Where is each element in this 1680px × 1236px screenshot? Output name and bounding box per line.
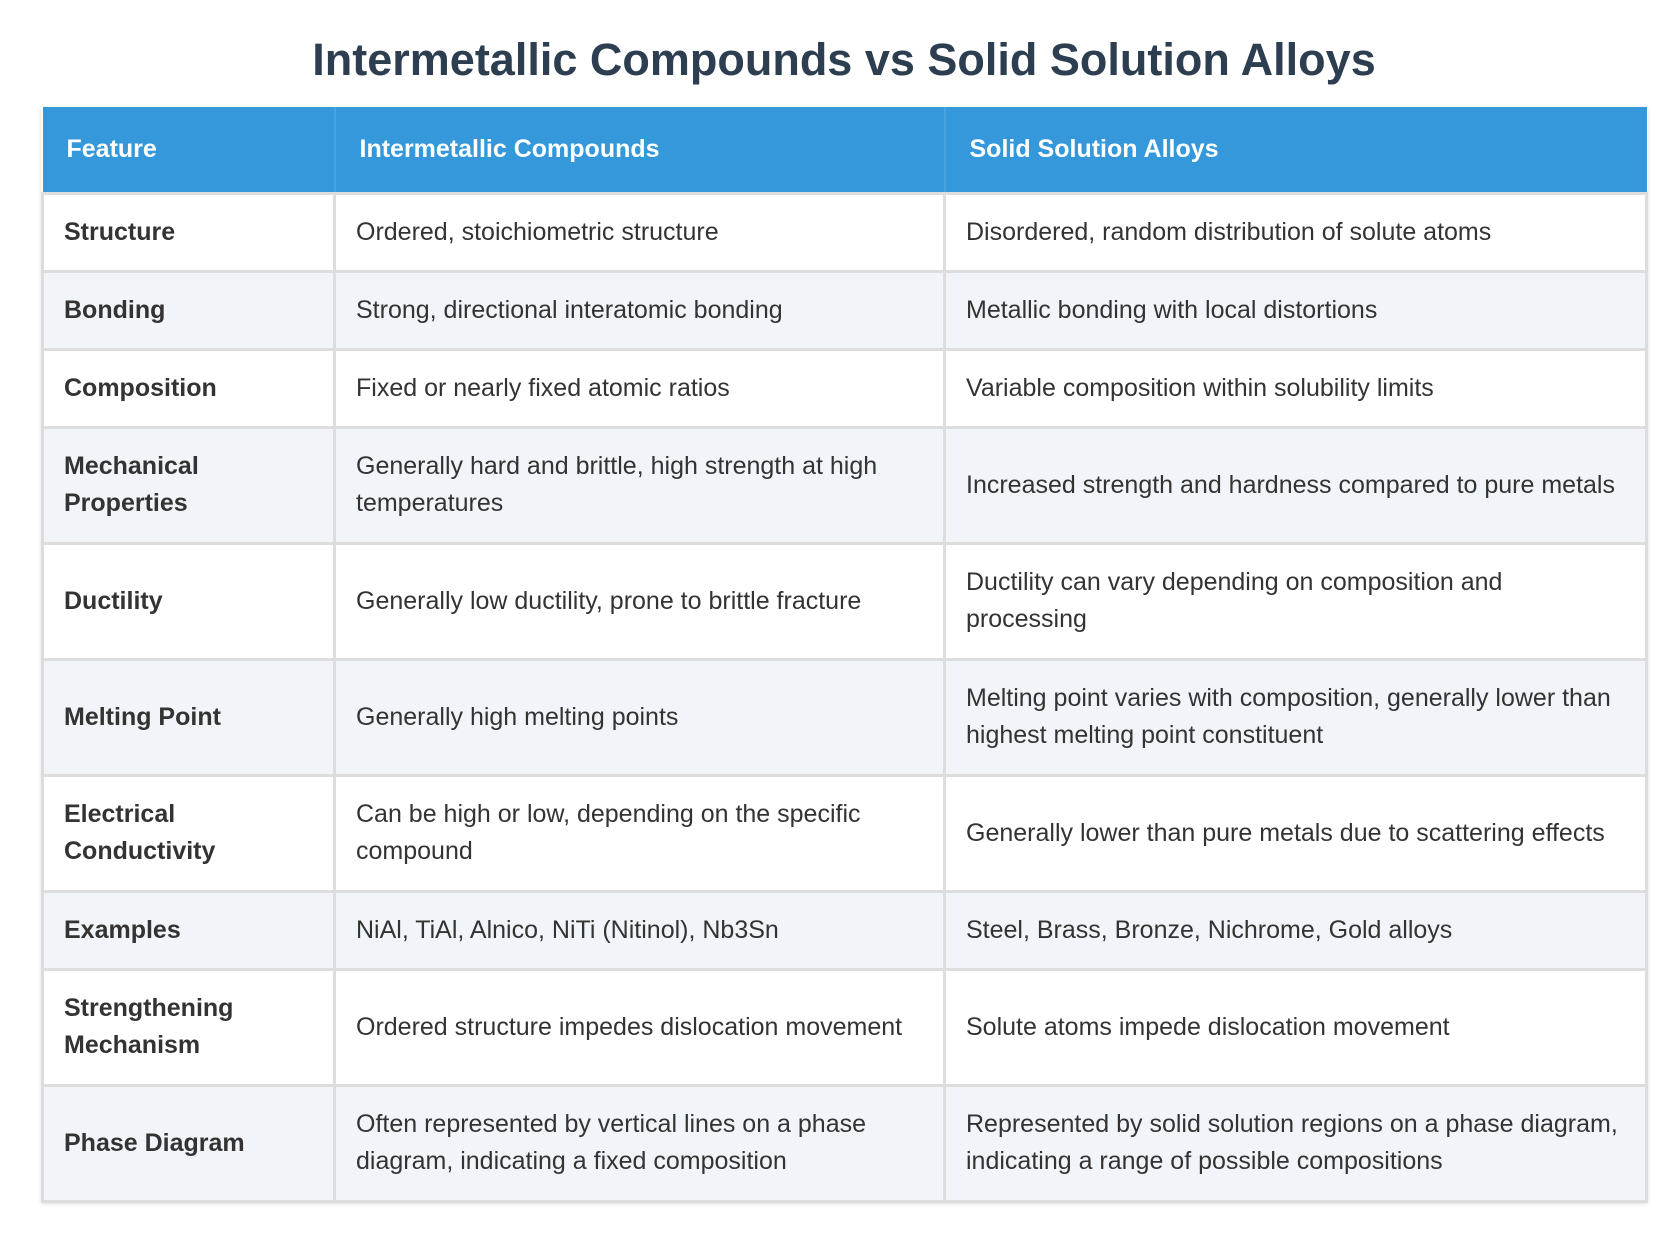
table-header [43,107,1647,193]
solid-solution-cell: Steel, Brass, Bronze, Nichrome, Gold alloys [945,891,1647,969]
table-row [43,1085,1647,1201]
feature-cell: Mechanical Properties [43,427,335,543]
solid-solution-cell: Generally lower than pure metals due to scattering effects [945,775,1647,891]
table-row [43,427,1647,543]
table-row [43,891,1647,969]
feature-cell: Structure [43,193,335,271]
solid-solution-cell: Ductility can vary depending on composition and processing [945,543,1647,659]
intermetallic-cell: Generally low ductility, prone to brittle fracture [335,543,945,659]
feature-cell: Examples [43,891,335,969]
header-solid-solution: Solid Solution Alloys [945,107,1647,193]
table-row [43,271,1647,349]
table-body [43,193,1647,1201]
feature-cell: Melting Point [43,659,335,775]
solid-solution-cell: Metallic bonding with local distortions [945,271,1647,349]
table-row [43,775,1647,891]
intermetallic-cell: Fixed or nearly fixed atomic ratios [335,349,945,427]
intermetallic-cell: NiAl, TiAl, Alnico, NiTi (Nitinol), Nb3Sn [335,891,945,969]
solid-solution-cell: Disordered, random distribution of solute atoms [945,193,1647,271]
table-row [43,659,1647,775]
feature-cell: Strengthening Mechanism [43,969,335,1085]
header-intermetallic: Intermetallic Compounds [335,107,945,193]
comparison-table [41,107,1648,1203]
intermetallic-cell: Ordered, stoichiometric structure [335,193,945,271]
table-row [43,543,1647,659]
feature-cell: Phase Diagram [43,1085,335,1201]
intermetallic-cell: Often represented by vertical lines on a phase diagram, indicating a fixed composition [335,1085,945,1201]
table-row [43,969,1647,1085]
intermetallic-cell: Strong, directional interatomic bonding [335,271,945,349]
intermetallic-cell: Ordered structure impedes dislocation movement [335,969,945,1085]
table-row [43,349,1647,427]
feature-cell: Bonding [43,271,335,349]
solid-solution-cell: Melting point varies with composition, generally lower than highest melting point constituent [945,659,1647,775]
intermetallic-cell: Generally hard and brittle, high strength at high temperatures [335,427,945,543]
solid-solution-cell: Increased strength and hardness compared to pure metals [945,427,1647,543]
feature-cell: Ductility [43,543,335,659]
solid-solution-cell: Solute atoms impede dislocation movement [945,969,1647,1085]
header-row [43,107,1647,193]
intermetallic-cell: Generally high melting points [335,659,945,775]
solid-solution-cell: Represented by solid solution regions on a phase diagram, indicating a range of possible compositions [945,1085,1647,1201]
solid-solution-cell: Variable composition within solubility limits [945,349,1647,427]
feature-cell: Composition [43,349,335,427]
header-feature: Feature [43,107,335,193]
feature-cell: Electrical Conductivity [43,775,335,891]
intermetallic-cell: Can be high or low, depending on the specific compound [335,775,945,891]
table-row [43,193,1647,271]
page-title: Intermetallic Compounds vs Solid Solution Alloys [312,34,1376,85]
